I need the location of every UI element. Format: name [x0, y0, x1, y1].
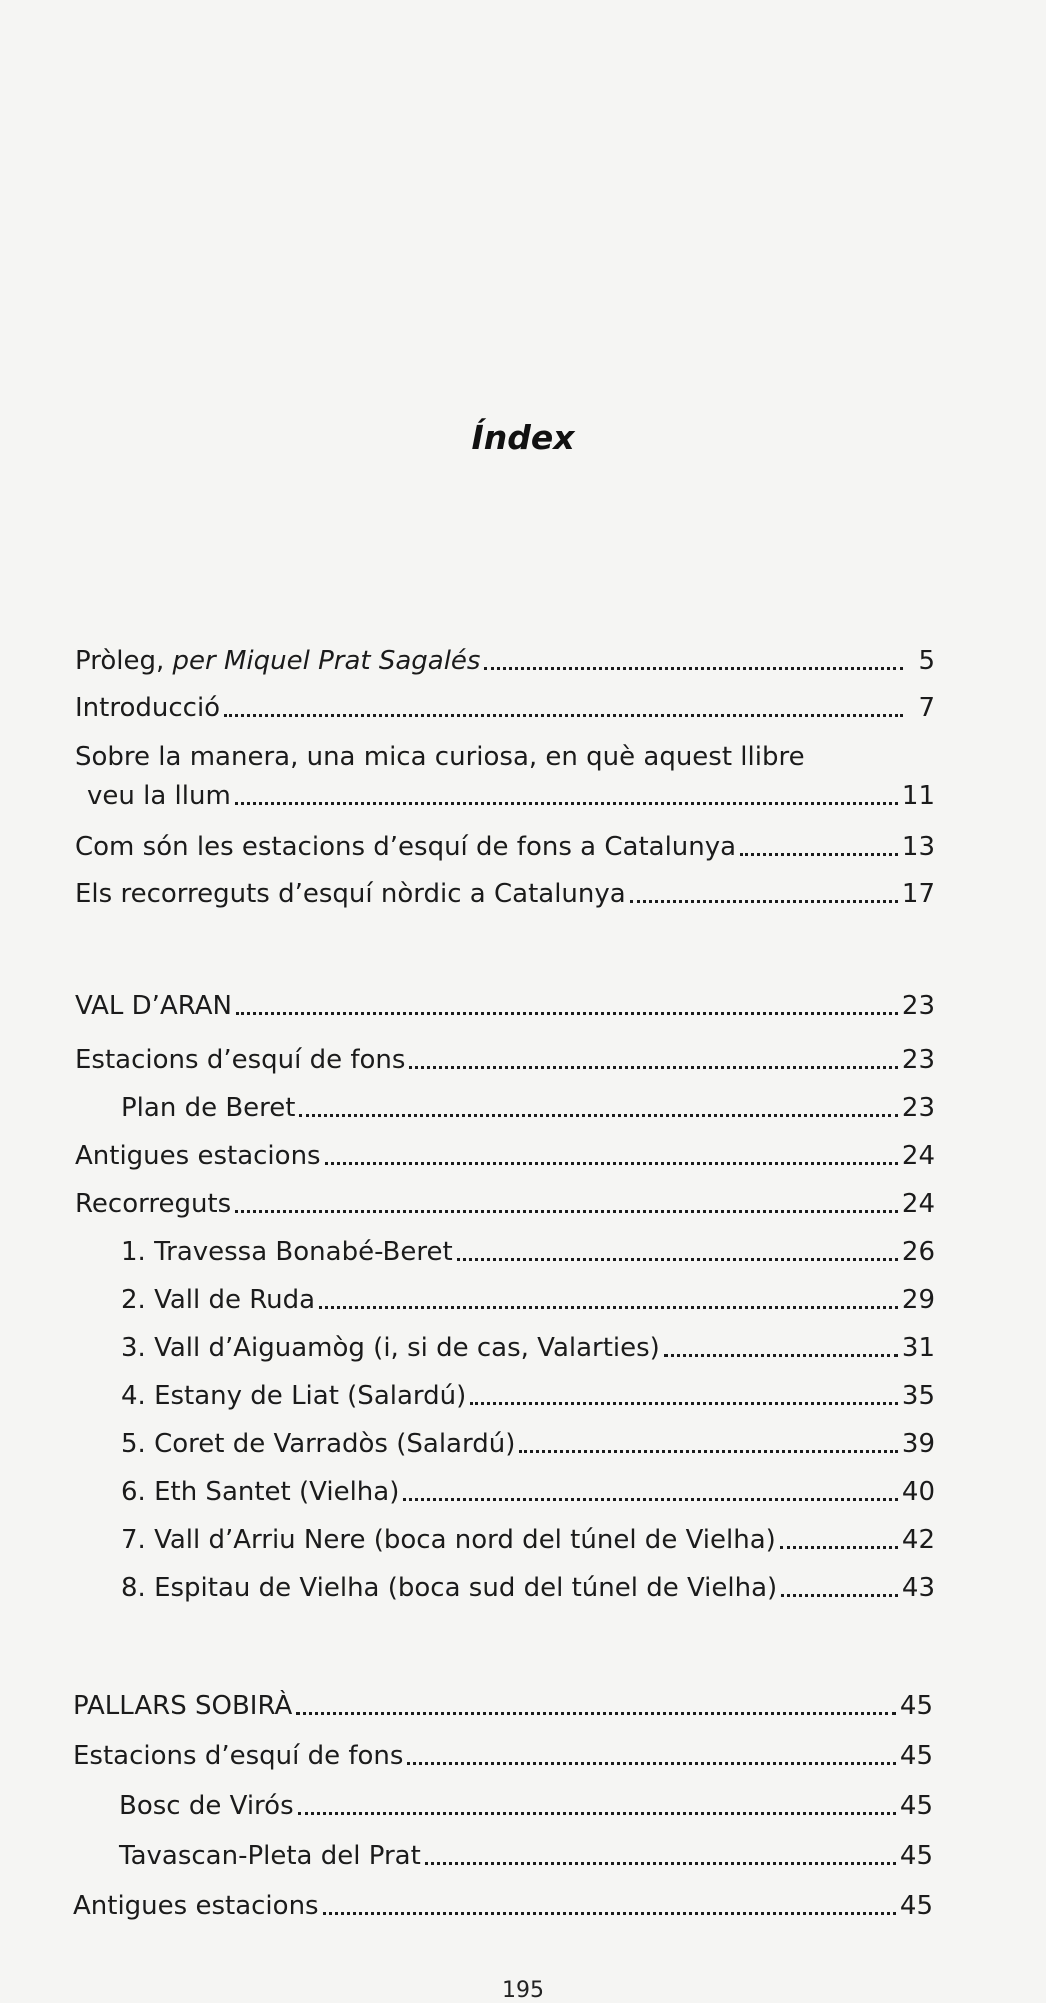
toc-entry-page: 23 — [901, 1045, 935, 1075]
toc-entry — [75, 827, 935, 863]
dot-leader — [409, 1066, 897, 1069]
toc-entry-label: 2. Vall de Ruda — [121, 1285, 316, 1315]
toc-entry-page: 42 — [901, 1525, 935, 1555]
dot-leader — [630, 900, 898, 903]
toc-entry-page: 11 — [901, 781, 935, 811]
toc-entry-label: PALLARS SOBIRÀ — [73, 1691, 293, 1721]
dot-leader — [298, 1812, 896, 1815]
toc-entry-label: 8. Espitau de Vielha (boca sud del túnel de Vielha) — [121, 1573, 778, 1603]
toc-entry — [75, 1088, 935, 1124]
toc-entry — [73, 1786, 933, 1822]
toc-entry-page: 29 — [901, 1285, 935, 1315]
dot-leader — [235, 802, 898, 805]
dot-leader — [235, 1210, 898, 1213]
toc-entry-label: 4. Estany de Liat (Salardú) — [121, 1381, 467, 1411]
page-number: 195 — [502, 1978, 544, 2003]
toc-entry-page: 40 — [901, 1477, 935, 1507]
dot-leader — [407, 1762, 895, 1765]
toc-entry-page: 39 — [901, 1429, 935, 1459]
toc-entry-page: 13 — [901, 832, 935, 862]
toc-entry-label-prefix: Pròleg, — [75, 646, 173, 676]
toc-entry — [75, 688, 935, 724]
toc-entry-label-author: per Miquel Prat Sagalés — [172, 646, 481, 676]
toc-entry-label: Antigues estacions — [73, 1891, 319, 1921]
dot-leader — [325, 1162, 898, 1165]
toc-entry-page: 17 — [901, 879, 935, 909]
toc-entry-label: Antigues estacions — [75, 1141, 321, 1171]
toc-entry-label: 7. Vall d’Arriu Nere (boca nord del túnel de Vielha) — [121, 1525, 776, 1555]
toc-entry-page: 31 — [901, 1333, 935, 1363]
dot-leader — [781, 1594, 898, 1597]
toc-entry-label: 5. Coret de Varradòs (Salardú) — [121, 1429, 516, 1459]
dot-leader — [224, 714, 903, 717]
toc-entry-label-line1: Sobre la manera, una mica curiosa, en què aquest llibre — [75, 742, 805, 772]
toc-entry-page: 23 — [901, 991, 935, 1021]
toc-entry-label: Recorreguts — [75, 1189, 232, 1219]
toc-entry — [75, 1328, 935, 1364]
toc-entry-label: Plan de Beret — [121, 1093, 296, 1123]
toc-entry-page: 24 — [901, 1141, 935, 1171]
toc-entry — [75, 1232, 935, 1268]
toc-entry-page: 5 — [918, 646, 935, 676]
dot-leader — [299, 1114, 897, 1117]
toc-entry — [75, 1040, 935, 1076]
toc-entry-page: 7 — [918, 693, 935, 723]
toc-entry-label: 3. Vall d’Aiguamòg (i, si de cas, Valarties) — [121, 1333, 660, 1363]
toc-entry — [75, 1568, 935, 1604]
toc-entry — [75, 1184, 935, 1220]
toc-entry-page: 45 — [899, 1741, 933, 1771]
dot-leader — [403, 1498, 898, 1501]
toc-entry-page: 23 — [901, 1093, 935, 1123]
toc-entry — [75, 1136, 935, 1172]
toc-entry-label: Com són les estacions d’esquí de fons a Catalunya — [75, 832, 737, 862]
toc-entry — [75, 874, 935, 910]
dot-leader — [323, 1912, 896, 1915]
dot-leader — [519, 1450, 898, 1453]
toc-section-heading — [73, 1686, 933, 1722]
toc-entry-page: 45 — [899, 1891, 933, 1921]
toc-entry-label: Els recorreguts d’esquí nòrdic a Catalunya — [75, 879, 626, 909]
dot-leader — [296, 1712, 896, 1715]
toc-entry — [75, 1376, 935, 1412]
dot-leader — [484, 667, 903, 670]
dot-leader — [425, 1862, 896, 1865]
toc-entry-label: Introducció — [75, 693, 221, 723]
toc-entry-page: 24 — [901, 1189, 935, 1219]
toc-entry — [75, 1472, 935, 1508]
toc-entry-page: 43 — [901, 1573, 935, 1603]
dot-leader — [236, 1012, 898, 1015]
toc-entry — [75, 1424, 935, 1460]
toc-entry-label: Estacions d’esquí de fons — [75, 1045, 406, 1075]
toc-entry — [73, 1886, 933, 1922]
toc-entry — [75, 1520, 935, 1556]
toc-entry — [75, 776, 935, 812]
toc-entry-page: 45 — [899, 1791, 933, 1821]
toc-entry-label: Tavascan-Pleta del Prat — [119, 1841, 421, 1871]
page-title: Índex — [471, 418, 575, 457]
dot-leader — [470, 1402, 898, 1405]
toc-entry-page: 45 — [899, 1841, 933, 1871]
dot-leader — [319, 1306, 898, 1309]
toc-entry-page: 45 — [899, 1691, 933, 1721]
toc-entry-label: 1. Travessa Bonabé-Beret — [121, 1237, 453, 1267]
dot-leader — [664, 1354, 898, 1357]
dot-leader — [457, 1258, 898, 1261]
toc-entry — [73, 1836, 933, 1872]
dot-leader — [740, 853, 898, 856]
toc-entry — [73, 1736, 933, 1772]
toc-entry-label: VAL D’ARAN — [75, 991, 232, 1021]
toc-entry-page: 35 — [901, 1381, 935, 1411]
toc-entry-page: 26 — [901, 1237, 935, 1267]
toc-entry-label: Bosc de Virós — [119, 1791, 294, 1821]
toc-entry-proleg — [75, 641, 935, 677]
toc-entry-label: Estacions d’esquí de fons — [73, 1741, 404, 1771]
toc-entry — [75, 1280, 935, 1316]
dot-leader — [780, 1546, 898, 1549]
toc-entry-label: 6. Eth Santet (Vielha) — [121, 1477, 400, 1507]
toc-section-heading — [75, 986, 935, 1022]
toc-entry-label-line2: veu la llum — [87, 781, 231, 811]
toc-entry-label — [75, 645, 480, 677]
